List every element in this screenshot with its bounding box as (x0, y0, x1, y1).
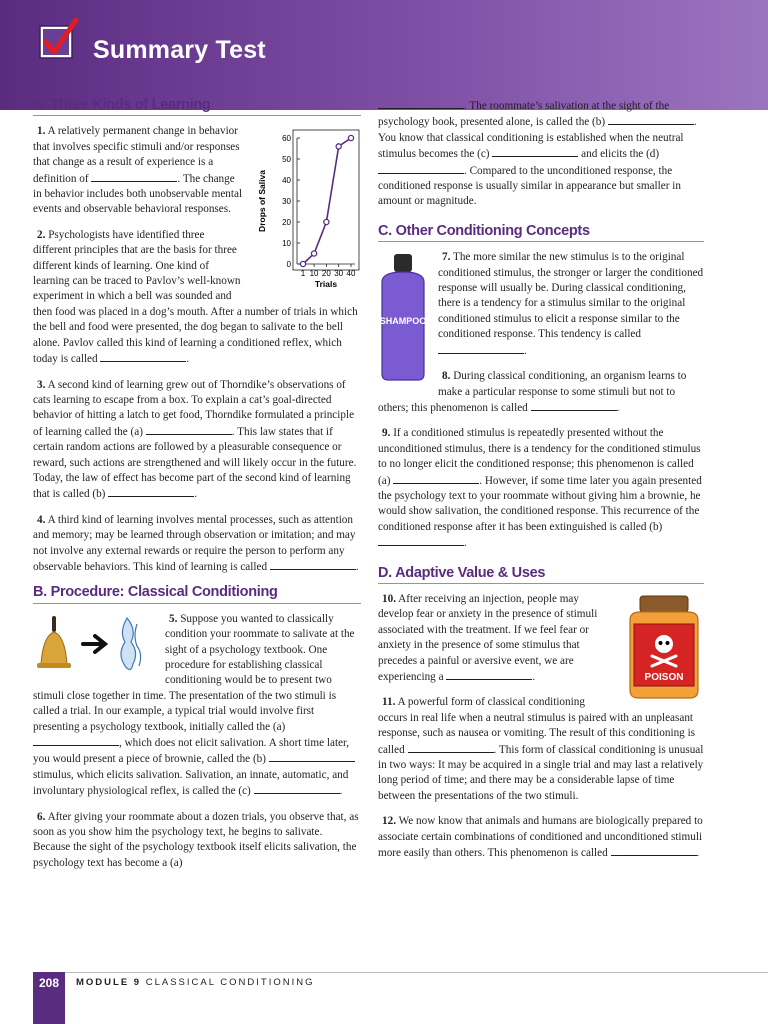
q12-text-2: . (696, 847, 700, 860)
q10-number: 10. (382, 592, 396, 605)
q7-text-1: The more similar the new stimulus is to the original conditioned stimulus, the stronger or larger the conditioned response will usually be. During classical conditioning, there is a tendency for a stimulus similar to the original conditioned stimulus to elicit a response similar to the conditioned response. This tendency is called (438, 251, 704, 341)
q6-text-2: . The roommate’s salivation at the sight of the psychology book, presented alone, is called the (b) (378, 100, 670, 129)
question-9 (378, 426, 704, 551)
q6d-answer-blank[interactable] (378, 163, 464, 174)
q2-answer-blank[interactable] (100, 351, 186, 362)
q5-text-3: , which does not elicit salivation. A short time later, you would present a piece of brownie, called the (33, 737, 350, 766)
q1-text-2: . The change in behavior includes both unobservable mental events and observable behavioral responses. (33, 172, 243, 216)
q3-number: 3. (37, 378, 46, 391)
page-title: Summary Test (93, 36, 266, 64)
q6-text-6: . Compared to the unconditioned response, the conditioned response is usually similar in appearance but smaller in amount or magnitude. (378, 164, 681, 208)
q10-text-2: . (532, 671, 536, 683)
q2-text-1: Psychologists have identified three different principles that are the basis for three different kinds of learning. One kind of learning can be traced to Pavlov’s well-known experiment in which a bell was sounded and then food was placed in a dog’s mouth. After a number of trials in which the bell and food were presented, the dog began to salivate to the bell alone. Pavlov called this kind of learning a conditioned reflex, which today is called (33, 228, 358, 366)
q7-number: 7. (442, 251, 451, 264)
q9b-answer-blank[interactable] (378, 535, 464, 546)
section-d-heading: D. Adaptive Value & Uses (378, 566, 704, 584)
q9-number: 9. (382, 427, 391, 440)
q12-answer-blank[interactable] (611, 845, 697, 856)
q10-text-1: After receiving an injection, people may develop fear or anxiety in the presence of stimuli associated with the treatment. If we feel fear or anxiety in the presence of some stimulus that precedes a painful or aversive event, we are experiencing a (378, 592, 598, 683)
q5-number: 5. (169, 612, 178, 625)
y-tick-label: 10 (282, 239, 291, 249)
x-tick-label: 10 (309, 269, 319, 279)
q5a-answer-blank[interactable] (33, 735, 119, 746)
question-6-start (33, 810, 361, 872)
left-column (33, 98, 361, 881)
x-tick-label: 1 (300, 269, 306, 279)
q11-text-1: A powerful form of classical conditioning occurs in real life when a neutral stimulus is paired with an unpleasant response, such as nausea or vomiting. The result of this conditioning is called (378, 696, 696, 756)
x-tick-label: 30 (334, 269, 344, 279)
q8-text-1: During classical conditioning, an organism learns to make a particular response to some stimuli but not to others; this phenomenon is called (378, 370, 687, 414)
q6-text-3: . You know that classical conditioning is established when the neutral stimulus becomes the (c) (378, 116, 697, 161)
q6-number: 6. (37, 810, 46, 823)
q9-text-2: . However, if some time later you again presented the psychology text to your roommate without giving him a brownie, he would show salivation, the conditioned response. This recurrence of the conditioned response after it has been extinguished is called (b) (378, 474, 702, 533)
right-column (378, 98, 704, 871)
q6-text-5: (d) (646, 148, 660, 161)
q3b-answer-blank[interactable] (108, 486, 194, 497)
section-b-heading: B. Procedure: Classical Conditioning (33, 585, 361, 603)
chart-frame (293, 130, 359, 270)
shampoo-label: SHAMPOO (379, 316, 427, 327)
q7-answer-blank[interactable] (438, 343, 524, 354)
q4-text-2: . (355, 560, 359, 573)
checkmark-logo-icon (36, 18, 80, 62)
q1-text-1: A relatively permanent change in behavior that involves specific stimuli and/or responses that change as a result of experience is a definition of (33, 125, 240, 185)
y-axis-label: Drops of Saliva (257, 170, 267, 233)
q11-text-2: . This form of classical conditioning is unusual in two ways: It may be acquired in a single trial and may last a relatively long period of time; and there may be a considerable lapse of time between the presentations of the two stimuli. (378, 743, 704, 802)
q6c-answer-blank[interactable] (492, 146, 578, 157)
q3-text-4: . (194, 488, 197, 501)
q1-number: 1. (37, 125, 46, 138)
q3-text-3: (b) (92, 488, 106, 501)
q6-text-1: After giving your roommate about a dozen trials, you observe that, as soon as you show him the psychology text, he begins to salivate. Because the sight of the psychology textbook itself elicits salivation, the psychology text has become a (a) (33, 810, 359, 869)
q10-answer-blank[interactable] (446, 669, 532, 680)
poison-label: POISON (644, 671, 684, 683)
q11-number: 11. (382, 696, 396, 709)
question-3 (33, 378, 361, 503)
data-point (336, 144, 341, 149)
q8-answer-blank[interactable] (531, 400, 617, 411)
q9a-answer-blank[interactable] (393, 473, 479, 484)
q4-answer-blank[interactable] (270, 559, 356, 570)
y-tick-label: 20 (282, 218, 291, 228)
data-point (300, 262, 305, 267)
q6-text-4: and elicits the (581, 148, 644, 161)
saliva-chart (251, 126, 361, 296)
question-11 (378, 695, 704, 804)
q7-text-2: . (524, 344, 527, 357)
arrow-right-icon (83, 636, 105, 652)
shampoo-bottle-illustration (378, 252, 428, 382)
q8-number: 8. (442, 370, 451, 383)
y-tick-label: 0 (286, 260, 291, 270)
y-tick-label: 30 (282, 197, 291, 207)
q9-text-3: . (464, 537, 467, 550)
footer-module: MODULE 9 (76, 977, 142, 988)
q12-number: 12. (382, 815, 396, 828)
q9-text-1: If a conditioned stimulus is repeatedly presented without the unconditioned stimulus, there is a tendency for the conditioned stimulus to no longer elicit the conditioned response; this phenomenon is called (a) (378, 427, 701, 487)
footer-running-head (76, 977, 315, 988)
q3a-answer-blank[interactable] (146, 424, 232, 435)
q6a-answer-blank[interactable] (378, 98, 464, 109)
q5-text-2: (a) (272, 720, 286, 733)
y-tick-label: 40 (282, 176, 291, 186)
series-line (303, 138, 351, 264)
q4-text-1: A third kind of learning involves mental processes, such as attention and memory; may be learned through observation or imitation; and may not involve any external rewards or require the person to perform any observable behaviors. This kind of learning is called (33, 513, 356, 573)
poison-jar-illustration (624, 594, 704, 702)
q4-number: 4. (37, 513, 46, 526)
question-4 (33, 513, 361, 576)
y-tick-label: 50 (282, 155, 291, 165)
section-c-heading: C. Other Conditioning Concepts (378, 224, 704, 242)
q5-text-4: (b) (252, 753, 266, 766)
q8-text-2: . (616, 401, 620, 414)
q3-text-1: A second kind of learning grew out of Thorndike’s observations of cats learning to escape from a box. To explain a cat’s goal-directed behavior of hitting a latch to get food, Thorndike formulated a principle of learning called the (a) (33, 378, 355, 438)
q5b-answer-blank[interactable] (269, 751, 355, 762)
q5c-answer-blank[interactable] (254, 783, 340, 794)
section-a-heading: A. Three Kinds of Learning (33, 98, 361, 116)
q11-answer-blank[interactable] (408, 742, 494, 753)
q2-number: 2. (37, 228, 46, 241)
saliva-drops-icon (121, 618, 141, 670)
saliva-line-chart (251, 126, 361, 296)
x-tick-label: 40 (346, 269, 356, 279)
bell-arrow-saliva-illustration (33, 614, 155, 678)
data-point (324, 220, 329, 225)
data-point (348, 136, 353, 141)
y-tick-label: 60 (282, 134, 291, 144)
q6b-answer-blank[interactable] (608, 114, 694, 125)
page-number: 208 (38, 976, 60, 990)
footer-subject: CLASSICAL CONDITIONING (145, 977, 315, 988)
data-point (311, 251, 316, 256)
q5-text-5: stimulus, which elicits salivation. Salivation, an innate, automatic, and involuntary physiological reflex, is called the (c) (33, 768, 349, 798)
q2-text-2: . (186, 353, 190, 366)
q1-answer-blank[interactable] (91, 171, 177, 182)
x-axis-label: Trials (314, 279, 338, 290)
footer-rule (65, 972, 768, 973)
x-tick-label: 20 (321, 269, 331, 279)
question-12 (378, 814, 704, 861)
bell-icon (37, 616, 71, 668)
q5-text-1: Suppose you wanted to classically condition your roommate to salivate at the sight of a psychology textbook. One procedure for establishing classical conditioning would be to present two stimuli close together in time. The presentation of the two stimuli is called a trial. In our example, a typical trial would involve first presenting a psychology textbook, initially called the (33, 612, 355, 733)
q5-text-6: . (339, 785, 343, 798)
q3-text-2: . This law states that if certain random actions are followed by a pleasurable consequence or reward, such actions are strengthened and will likely occur in the future. Today, the law of effect has become part of the second kind of learning that is called (33, 425, 357, 501)
q12-text-1: We now know that animals and humans are biologically prepared to associate certain combinations of conditioned and unconditioned stimuli more easily than others. This phenomenon is called (378, 815, 703, 860)
question-6-continued (378, 98, 704, 210)
